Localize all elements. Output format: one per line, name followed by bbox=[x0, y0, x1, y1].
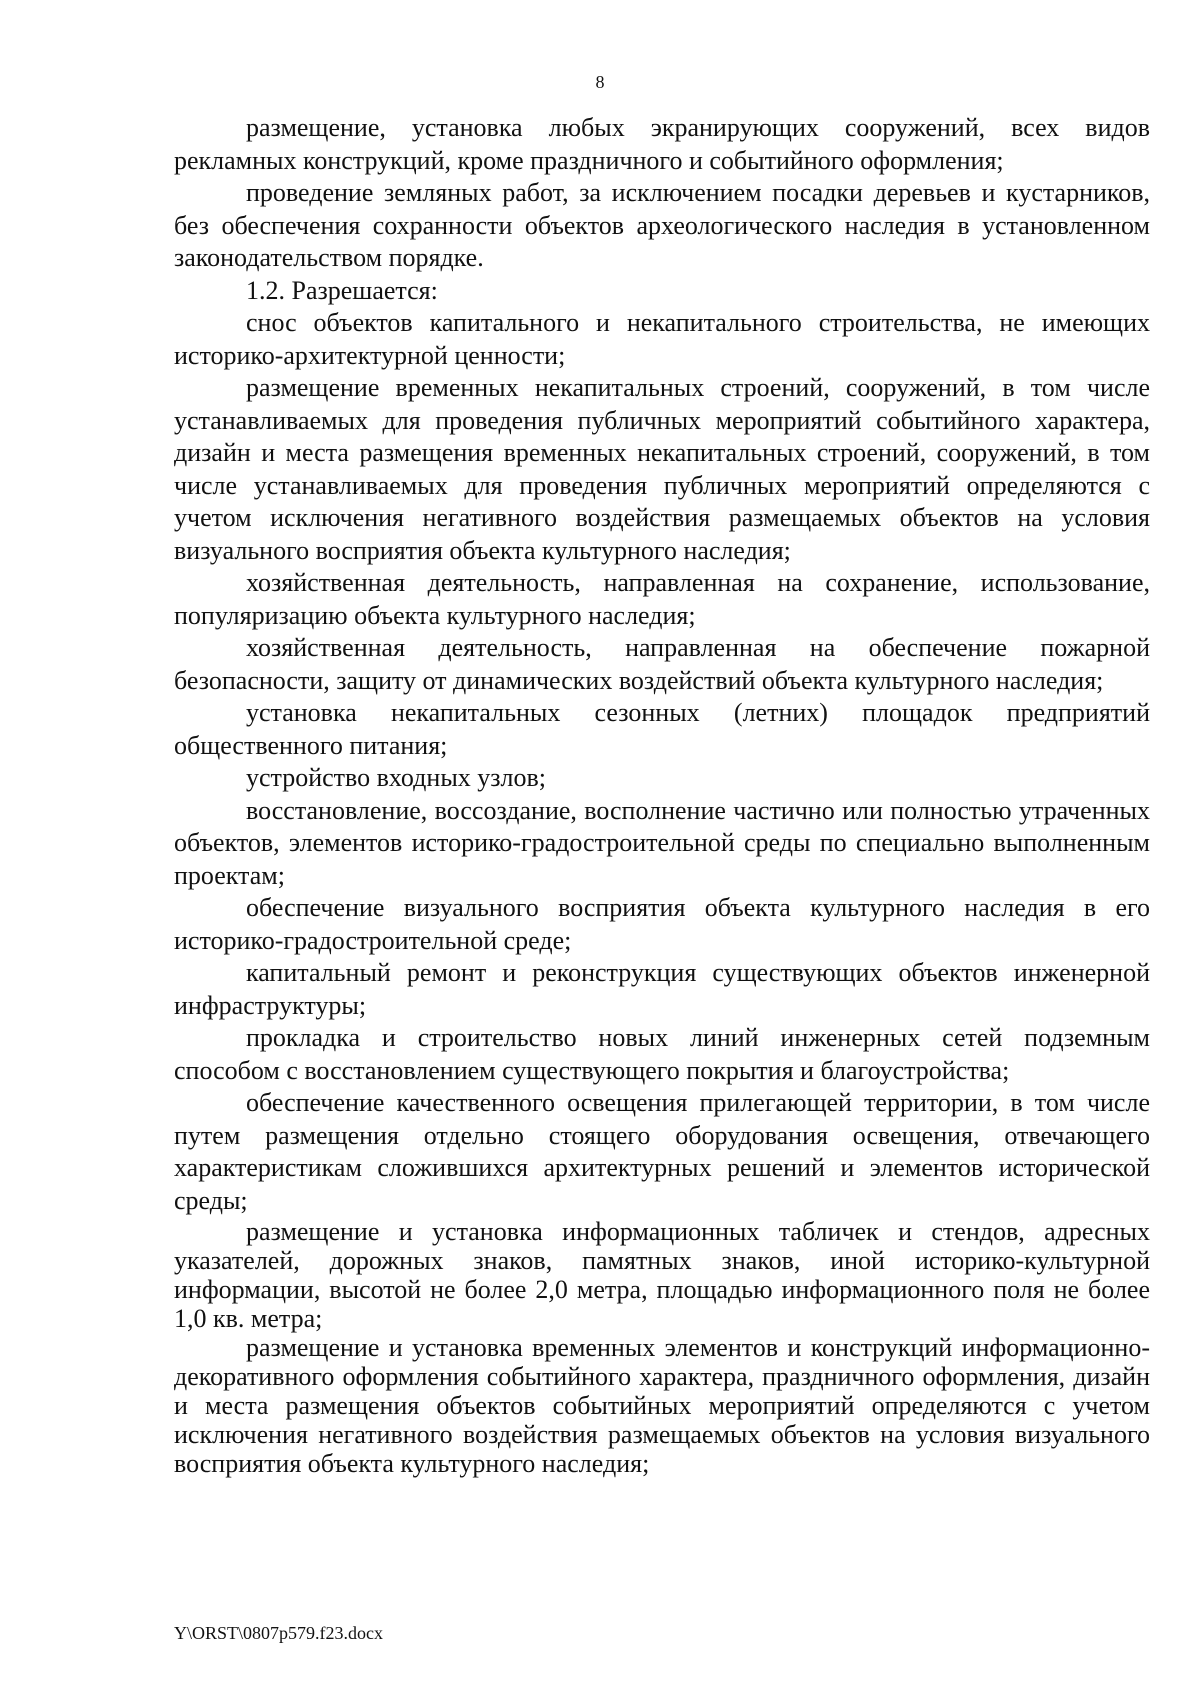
paragraph-infrastructure-repair: капитальный ремонт и реконструкция существующих объектов инженерной инфраструктуры; bbox=[174, 958, 1150, 1020]
paragraph-temporary-structures: размещение временных некапитальных строений, сооружений, в том числе устанавливаемых для проведения публичных мероприятий событийного характера, дизайн и места размещения временных некапитальных строений, сооружений, в том числе устанавливаемых для проведения публичных мероприятий определяются с учетом исключения негативного воздействия размещаемых объектов на условия визуального восприятия объекта культурного наследия; bbox=[174, 373, 1150, 565]
footer-file-path: Y\ORST\0807p579.f23.docx bbox=[174, 1623, 383, 1643]
paragraph-demolition: снос объектов капитального и некапитального строительства, не имеющих историко-архитектурной ценности; bbox=[174, 308, 1150, 370]
page-number: 8 bbox=[595, 72, 605, 92]
paragraph-restoration: восстановление, воссоздание, восполнение частично или полностью утраченных объектов, элементов историко-градостроительной среды по специально выполненным проектам; bbox=[174, 795, 1150, 890]
paragraph-advertising-ban: размещение, установка любых экранирующих сооружений, всех видов рекламных конструкций, кроме праздничного и событийного оформления; bbox=[174, 113, 1150, 175]
paragraph-decorative-elements: размещение и установка временных элементов и конструкций информационно-декоративного оформления событийного характера, праздничного оформления, дизайн и места размещения объектов событийных мероприятий определяются с учетом исключения негативного воздействия размещаемых объектов на условия визуального восприятия объекта культурного наследия; bbox=[174, 1333, 1150, 1478]
paragraph-fire-safety: хозяйственная деятельность, направленная на обеспечение пожарной безопасности, защиту от динамических воздействий объекта культурного наследия; bbox=[174, 633, 1150, 695]
paragraph-utility-lines: прокладка и строительство новых линий инженерных сетей подземным способом с восстановлением существующего покрытия и благоустройства; bbox=[174, 1023, 1150, 1085]
document-body bbox=[174, 112, 1150, 1478]
paragraph-seasonal-sites: установка некапитальных сезонных (летних) площадок предприятий общественного питания; bbox=[174, 698, 1150, 760]
paragraph-visual-perception: обеспечение визуального восприятия объекта культурного наследия в его историко-градостроительной среде; bbox=[174, 893, 1150, 955]
paragraph-information-signs: размещение и установка информационных табличек и стендов, адресных указателей, дорожных знаков, памятных знаков, иной историко-культурной информации, высотой не более 2,0 метра, площадью информационного поля не более 1,0 кв. метра; bbox=[174, 1217, 1150, 1333]
section-heading-permitted: 1.2. Разрешается: bbox=[246, 275, 438, 305]
paragraph-lighting: обеспечение качественного освещения прилегающей территории, в том числе путем размещения отдельно стоящего оборудования освещения, отвечающего характеристикам сложившихся архитектурных решений и элементов исторической среды; bbox=[174, 1088, 1150, 1215]
paragraph-earthworks-ban: проведение земляных работ, за исключением посадки деревьев и кустарников, без обеспечения сохранности объектов археологического наследия в установленном законодательством порядке. bbox=[174, 178, 1150, 272]
paragraph-heritage-use: хозяйственная деятельность, направленная на сохранение, использование, популяризацию объекта культурного наследия; bbox=[174, 568, 1150, 630]
paragraph-entrance-nodes: устройство входных узлов; bbox=[246, 763, 547, 792]
